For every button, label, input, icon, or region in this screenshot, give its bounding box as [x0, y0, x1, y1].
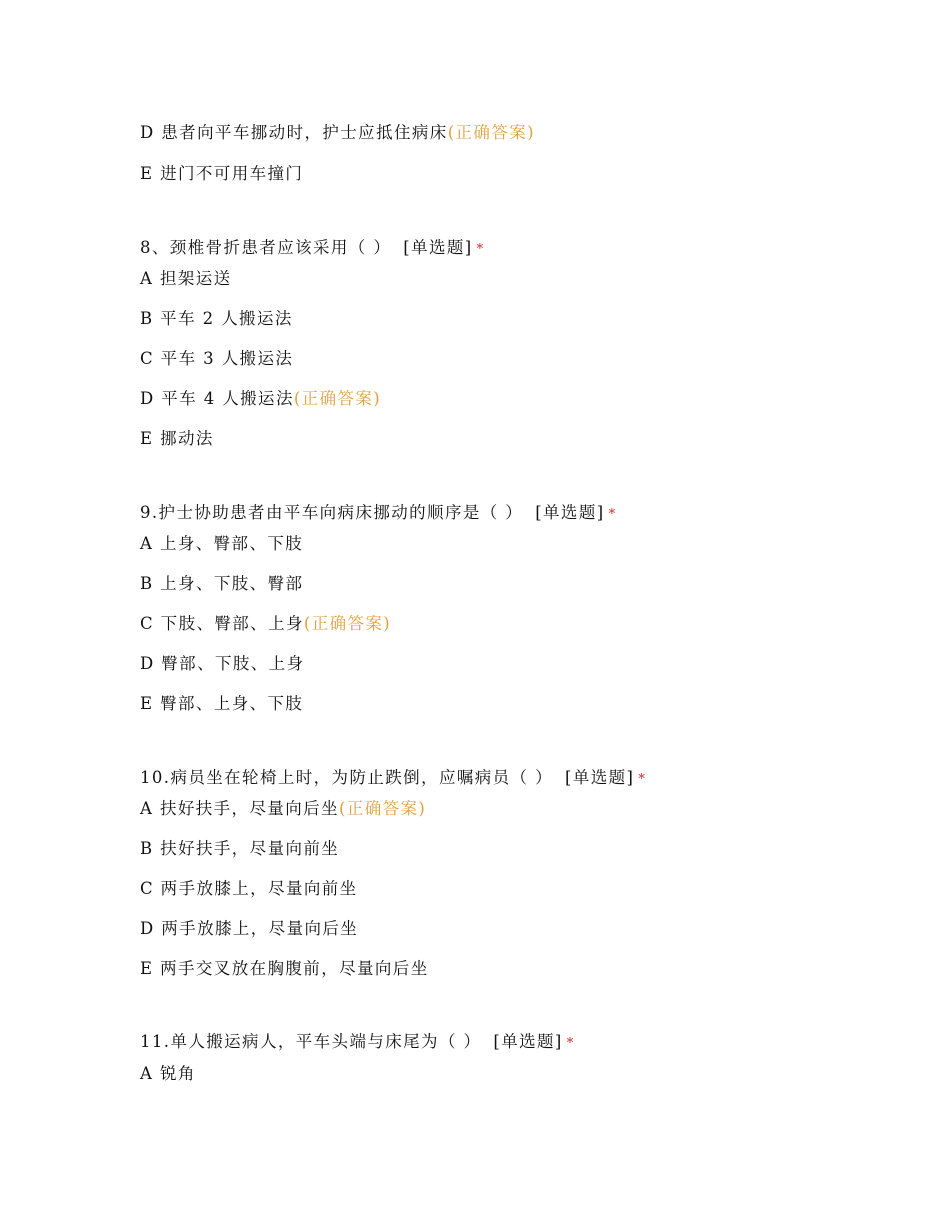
option-text: A 扶好扶手，尽量向后坐	[140, 799, 339, 818]
option-text: A 上身、臀部、下肢	[140, 534, 304, 553]
correct-answer-mark: (正确答案)	[338, 799, 427, 818]
option-row	[140, 1063, 196, 1085]
question-text: 8、颈椎骨折患者应该采用（ ）	[140, 238, 392, 257]
required-asterisk: *	[566, 1036, 575, 1051]
option-text: E 两手交叉放在胸腹前，尽量向后坐	[140, 959, 429, 978]
question-text: 11.单人搬运病人，平车头端与床尾为（ ）	[140, 1032, 482, 1051]
option-row	[140, 798, 426, 820]
option-row	[140, 122, 535, 144]
option-text: A 锐角	[140, 1064, 196, 1083]
required-asterisk: *	[638, 772, 647, 787]
option-row	[140, 573, 303, 595]
option-row	[140, 878, 358, 900]
option-row	[140, 958, 429, 980]
option-row	[140, 533, 303, 555]
correct-answer-mark: (正确答案)	[447, 123, 535, 142]
option-row	[140, 838, 339, 860]
question-type-tag: [单选题]	[493, 1032, 563, 1051]
option-row	[140, 268, 232, 290]
option-text: D 患者向平车挪动时，护士应抵住病床	[140, 123, 448, 142]
option-text: E 进门不可用车撞门	[140, 164, 304, 183]
option-text: B 平车 2 人搬运法	[140, 309, 293, 328]
required-asterisk: *	[476, 242, 485, 257]
option-row	[140, 918, 358, 940]
option-row	[140, 163, 303, 185]
correct-answer-mark: (正确答案)	[303, 614, 392, 633]
option-row	[140, 388, 381, 410]
correct-answer-mark: (正确答案)	[293, 389, 382, 408]
option-text: D 臀部、下肢、上身	[140, 654, 305, 673]
option-text: B 上身、下肢、臀部	[140, 574, 304, 593]
question-title-10	[140, 767, 646, 791]
option-text: E 挪动法	[140, 429, 214, 448]
question-type-tag: [单选题]	[565, 768, 635, 787]
question-title-9	[140, 502, 616, 526]
question-text: 10.病员坐在轮椅上时，为防止跌倒，应嘱病员（ ）	[140, 768, 553, 787]
option-text: C 平车 3 人搬运法	[140, 349, 294, 368]
option-row	[140, 308, 293, 330]
option-row	[140, 653, 304, 675]
question-type-tag: [单选题]	[535, 503, 605, 522]
question-title-8	[140, 237, 485, 261]
question-text: 9.护士协助患者由平车向病床挪动的顺序是（ ）	[140, 503, 524, 522]
option-text: E 臀部、上身、下肢	[140, 694, 304, 713]
question-title-11	[140, 1031, 575, 1055]
option-text: B 扶好扶手，尽量向前坐	[140, 839, 340, 858]
option-row	[140, 428, 214, 450]
option-text: D 平车 4 人搬运法	[140, 389, 294, 408]
option-row	[140, 693, 303, 715]
option-text: A 担架运送	[140, 269, 232, 288]
option-text: D 两手放膝上，尽量向后坐	[140, 919, 359, 938]
option-row	[140, 348, 293, 370]
required-asterisk: *	[608, 507, 617, 522]
option-text: C 下肢、臀部、上身	[140, 614, 304, 633]
option-text: C 两手放膝上，尽量向前坐	[140, 879, 358, 898]
question-type-tag: [单选题]	[403, 238, 473, 257]
option-row	[140, 613, 391, 635]
